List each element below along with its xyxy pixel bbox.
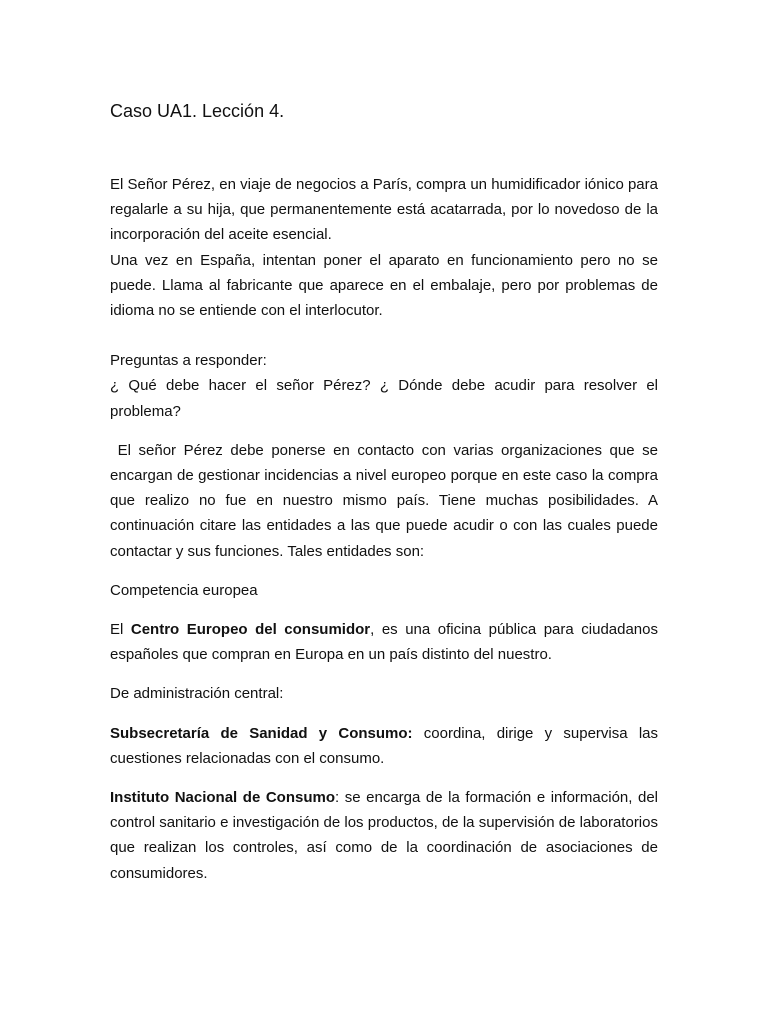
cec-description: , es una oficina pública para ciudadanos españoles que compran en Europa en un país distinto del nuestro. — [110, 621, 658, 664]
cec-prefix: El — [110, 621, 131, 639]
instituto-name: Instituto Nacional de Consumo — [110, 789, 336, 807]
section-heading-central: De administración central: — [110, 685, 284, 703]
questions-text: ¿ Qué debe hacer el señor Pérez? ¿ Dónde debe acudir para resolver el problema? — [110, 377, 658, 420]
central-heading-section — [110, 681, 658, 706]
cec-paragraph — [110, 617, 658, 667]
answer-section — [110, 438, 663, 564]
section-heading-european: Competencia europea — [110, 581, 258, 599]
document-title: Caso UA1. Lección 4. — [110, 101, 285, 121]
subsecretaria-section — [110, 721, 658, 771]
intro-paragraph-2: Una vez en España, intentan poner el aparato en funcionamiento pero no se puede. Llama al fabricante que aparece en el embalaje, pero por problemas de idioma no se entiende con el interlocutor. — [110, 251, 658, 320]
cec-name: Centro Europeo del consumidor — [130, 621, 371, 639]
subsecretaria-description: coordina, dirige y supervisa las cuestiones relacionadas con el consumo. — [110, 724, 658, 767]
instituto-section — [110, 785, 658, 886]
questions-section — [110, 348, 658, 424]
intro-section — [110, 172, 658, 323]
answer-paragraph: El señor Pérez debe ponerse en contacto con varias organizaciones que se encargan de gestionar incidencias a nivel europeo porque en este caso la compra que realizo no fue en nuestro mismo país. Tiene muchas posibilidades. A continuación citare las entidades a las que puede acudir o con las cuales puede contactar y sus funciones. Tales entidades son: — [110, 441, 663, 560]
instituto-paragraph — [110, 785, 658, 886]
cec-section — [110, 617, 658, 667]
questions-heading: Preguntas a responder: — [110, 352, 267, 370]
intro-paragraph-1: El Señor Pérez, en viaje de negocios a París, compra un humidificador iónico para regalarle a su hija, que permanentemente está acatarrada, por lo novedoso de la incorporación del aceite esencial. — [110, 176, 658, 244]
european-heading-section — [110, 578, 658, 603]
subsecretaria-paragraph — [110, 721, 658, 771]
subsecretaria-name: Subsecretaría de Sanidad y Consumo: — [110, 724, 413, 742]
instituto-description: : se encarga de la formación e información, del control sanitario e investigación de los productos, de la supervisión de laboratorios que realizan los controles, así como de la coordinación de asociaciones de consumidores. — [110, 789, 659, 882]
